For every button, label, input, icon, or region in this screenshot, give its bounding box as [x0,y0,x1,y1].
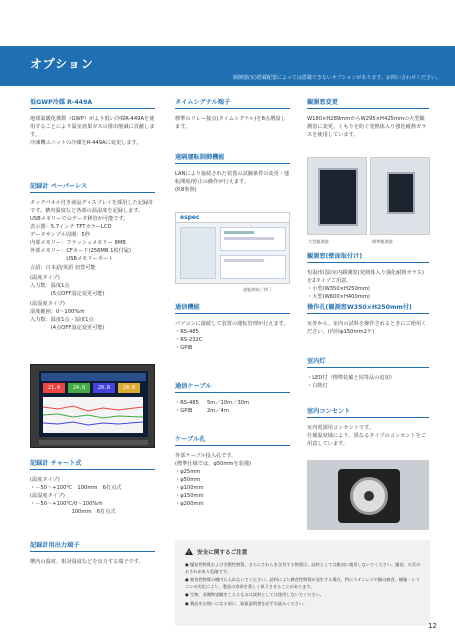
header-note: 制御器(室)搭載配置によっては搭載できないオプションがあります。お問い合わせください。 [232,75,441,81]
remote-caption: 運転開始／終了 [243,287,273,292]
section-comm-title: 通信機能 [175,302,290,314]
section-time-signal-title: タイムシグナル端子 [175,97,290,109]
section-hole-body: 外部ケーブル投入孔です。 (標準仕様では、φ50mmを装備) [175,453,252,468]
cable-value: 2m／4m [207,408,229,415]
wall-window-item: ・大型(W600×H400mm) [307,294,370,301]
section-hole-title: ケーブル孔 [175,434,290,446]
section-paperless-title: 記録計 ペーパーレス [30,181,155,193]
section-output-body: 槽内の温度、相対湿度などを出力する端子です。 [30,559,144,565]
hole-size-item: ・φ25mm [175,469,201,476]
section-gwp-title: 低GWP冷媒 R-449A [30,97,155,109]
section-remote-body: LANにより接続された装置の試験条件の変更・運転開始/停止の操作が行えます。 (P.8参照) [175,171,290,194]
section-port-title: 操作孔(観測窓W350×H250mm付) [307,302,429,314]
hole-size-item: ・φ50mm [175,477,201,484]
section-gwp [30,97,155,147]
standard-window-image [370,157,430,235]
section-time-signal-body: 標準のリレー接点(タイムシグナル)を8点増設します。 [175,116,286,131]
section-window-size-body: W180×H289mmからW295×H425mmの大型観測窓に変更。くもりを防ぐ発熱体入り強化耐熱ガラスを使用しています。 [307,116,427,139]
paperless-recorder-image [30,364,155,448]
section-time-signal [175,97,290,131]
recorder-value-1: 21.4 [43,383,65,393]
recorder-trend-graph [43,397,143,433]
section-outlet-title: 室内コンセント [307,406,429,418]
section-room-outlet [307,406,429,448]
temp-type-body: 入力数：温度1点 (5点OFF設定変更可能) [30,282,105,297]
standard-window-caption: 標準観測窓 [372,239,393,244]
safety-title: 安全に関するご注意 [197,550,248,556]
comm-item: ・RS-232C [175,337,203,344]
light-item: ・白熱灯 [307,383,328,390]
comm-item: ・RS-485 [175,329,199,336]
hole-size-item: ・φ150mm [175,493,204,500]
section-paperless [30,181,155,332]
top-margin [0,0,455,46]
section-port-body: 室外から、室内の試料を操作されるときにご使用ください。(内径φ150mm2ケ) [307,321,427,336]
section-light-title: 室内灯 [307,356,429,368]
section-cable-hole [175,434,290,508]
page-title: オプション [30,57,94,71]
humid-type-body: 湿度範囲：0～100%rh 入力数：温度1点・湿度1点 (4点OFF設定変更可能) [30,308,105,331]
cable-name: ・GPIB [175,408,193,415]
espec-logo: espec [180,214,200,221]
safety-item: ● 爆発性物質および引燃性物質、さらにそれらを含有する物質は、試料としては絶対に使用しないでください。爆発、火災のおそれがあり危険です。 [185,562,421,574]
section-outlet-body: 室内電源用コンセントです。 仕様温度域により、異なるタイプのコンセントをご用意しています。 [307,425,427,448]
section-wall-window-title: 観測窓(壁面取付け) [307,251,429,263]
hole-size-item: ・φ100mm [175,485,204,492]
section-chart-title: 記録計 チャート式 [30,458,155,470]
section-operation-port [307,302,429,336]
temp-type-label: (温度タイプ) [30,274,60,281]
page-number: 12 [428,622,437,630]
section-window-size [307,97,429,139]
section-window-size-title: 観測窓変更 [307,97,429,109]
cable-row [175,407,290,415]
light-item: ・LED付（標準装備と同等品の追加） [307,375,395,381]
section-wall-window [307,251,429,301]
remote-control-screenshot [175,212,290,284]
cable-row [175,399,290,407]
section-communication [175,302,290,352]
section-comm-cable [175,381,290,415]
large-window-caption: 大型観測窓 [308,239,329,244]
wall-window-item: ・小型(W350×H250mm) [307,286,370,293]
recorder-screen [39,371,148,437]
outlet-image [307,460,429,530]
cable-value: 5m／10m／30m [207,400,250,406]
safety-item: ● 生物、非微物実験をこえるものは試料としては使用しないでください。 [185,592,324,597]
cable-name: ・RS-485 [175,400,199,406]
safety-notice-box: ! 安全に関するご注意 ● 爆発性物質および引燃性物質、さらにそれらを含有する物質は、試料としては絶対に使用しないでください。爆発、火災のおそれがあり危険です。 ● 腐食性物質の槽内に入れないでください。試料により腐食性物質が発生する場合、特にステンレスや銅の腐食、樹脂・シリコンの劣化により、製品の寿命を著しく低下させることがあります。 ● 生物、非微物実験をこえるものは試料としては使用しないでください。 ● 製品をお使いになる前に、取扱説明書を必ずお読みください。 [175,540,430,626]
section-remote-control [175,152,290,194]
safety-item: ● 製品をお使いになる前に、取扱説明書を必ずお読みください。 [185,600,308,606]
humid-type-label: (温湿度タイプ) [30,300,65,307]
recorder-value-4: 24.0 [118,383,140,393]
section-chart-recorder [30,458,155,516]
section-comm-body: パソコンに接続して装置の運転管理が行えます。 [175,321,289,327]
section-wall-window-body: 恒温(恒湿)室内観測窓(発熱体入り強化耐熱ガラス)を2タイプご用意。 [307,270,424,285]
section-output-terminal [30,540,155,566]
section-output-title: 記録計用出力端子 [30,540,155,552]
section-cable-title: 通信ケーブル [175,381,290,393]
section-paperless-body: タッチパネル付き液晶ディスプレイを採用した記録計です。槽内温度など各部の温湿度を記録します。 USBメモリーでのデータ移管が可能です。 表示器：5.7インチ TFTカラーLCD データサンプル周期：5秒 内部メモリー：フラッシュメモリー 8MB 外部メモリー：CFカード(256MB 1枚付属) USBメモリーポート 言語：日本語/英語 切替可能 [30,200,154,271]
recorder-value-3: 20.8 [93,383,115,393]
section-chart-body: (温度タイプ) ・－50～+100℃ 100mm 6打点式 (温湿度タイプ) ・－50～+100℃/0～100%rh 100mm 6打点式 [30,477,122,516]
section-remote-title: 遠隔運転制御機能 [175,152,290,164]
hole-size-item: ・φ200mm [175,501,204,508]
section-gwp-body: 地球温暖化係数（GWP）がより低い冷媒R-449Aを使用することにより温室効果ガスの排出削減に貢献します。 冷凍機ユニットの冷媒をR-449Aに変更します。 [30,116,155,147]
recorder-value-2: 24.8 [68,383,90,393]
large-window-image [307,157,367,235]
safety-item: ● 腐食性物質の槽内に入れないでください。試料により腐食性物質が発生する場合、特にステンレスや銅の腐食、樹脂・シリコンの劣化により、製品の寿命を著しく低下させることがあります。 [185,577,420,589]
section-room-light [307,356,429,390]
comm-item: ・GPIB [175,345,193,352]
